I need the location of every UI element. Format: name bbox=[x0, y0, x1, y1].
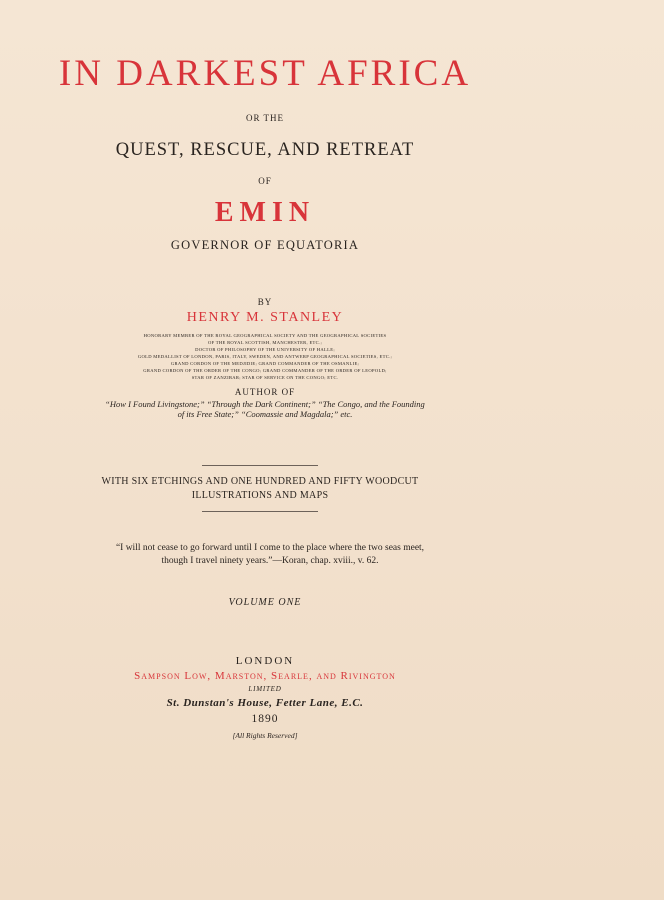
epigraph-line: “I will not cease to go forward until I come to the place where the two seas meet, bbox=[115, 543, 425, 553]
honor-line: STAR OF ZANZIBAR; STAR OF SERVICE ON THE CONGO; ETC. bbox=[191, 375, 339, 380]
previous-works bbox=[50, 399, 480, 419]
divider-bottom bbox=[202, 511, 318, 512]
author-honors bbox=[95, 332, 435, 381]
or-the-text: OR THE bbox=[245, 113, 285, 123]
epigraph bbox=[70, 542, 470, 568]
book-subtitle: QUEST, RESCUE, AND RETREAT bbox=[115, 140, 415, 160]
publication-city: LONDON bbox=[235, 655, 295, 667]
by-text: BY bbox=[257, 297, 273, 307]
volume-label: VOLUME ONE bbox=[228, 597, 302, 608]
previous-works-line: “How I Found Livingstone;” “Through the Dark Continent;” “The Congo, and the Founding bbox=[105, 399, 425, 409]
honor-line: GRAND CORDON OF THE ORDER OF THE CONGO; GRAND COMMANDER OF THE ORDER OF LEOPOLD; bbox=[143, 368, 387, 373]
honor-line: GRAND CORDON OF THE MEDJIDIE; GRAND COMMANDER OF THE OSMANLIE; bbox=[170, 361, 360, 366]
illustrations-note bbox=[40, 475, 480, 503]
author-of-text: AUTHOR OF bbox=[234, 387, 296, 397]
honor-line: HONORARY MEMBER OF THE ROYAL GEOGRAPHICAL SOCIETY AND THE GEOGRAPHICAL SOCIETIES bbox=[143, 333, 387, 338]
honor-line: DOCTOR OF PHILOSOPHY OF THE UNIVERSITY OF HALLE; bbox=[195, 347, 335, 352]
rights-notice: [All Rights Reserved] bbox=[232, 731, 298, 740]
subject-title: GOVERNOR OF EQUATORIA bbox=[170, 238, 360, 252]
publisher-address: St. Dunstan's House, Fetter Lane, E.C. bbox=[166, 697, 364, 709]
subject-name: EMIN bbox=[214, 197, 316, 228]
divider-top bbox=[202, 465, 318, 466]
publisher-limited: LIMITED bbox=[248, 685, 282, 693]
book-title: IN DARKEST AFRICA bbox=[58, 53, 472, 94]
honor-line: OF THE ROYAL SCOTTISH, MANCHESTER, ETC.; bbox=[207, 340, 323, 345]
illustrations-line: WITH SIX ETCHINGS AND ONE HUNDRED AND FIFTY WOODCUT bbox=[101, 476, 419, 487]
previous-works-line: of its Free State;” “Coomassie and Magdala;” etc. bbox=[177, 409, 353, 419]
publication-year: 1890 bbox=[251, 713, 279, 725]
author-name: HENRY M. STANLEY bbox=[186, 310, 344, 325]
honor-line: GOLD MEDALLIST OF LONDON, PARIS, ITALY, SWEDEN, AND ANTWERP GEOGRAPHICAL SOCIETIES, ETC.; bbox=[137, 354, 393, 359]
publisher-name: Sampson Low, Marston, Searle, and Rivington bbox=[134, 670, 396, 682]
epigraph-line: though I travel ninety years.”—Koran, chap. xviii., v. 62. bbox=[161, 556, 379, 566]
illustrations-line: ILLUSTRATIONS AND MAPS bbox=[191, 490, 329, 501]
of-text: OF bbox=[258, 176, 272, 186]
